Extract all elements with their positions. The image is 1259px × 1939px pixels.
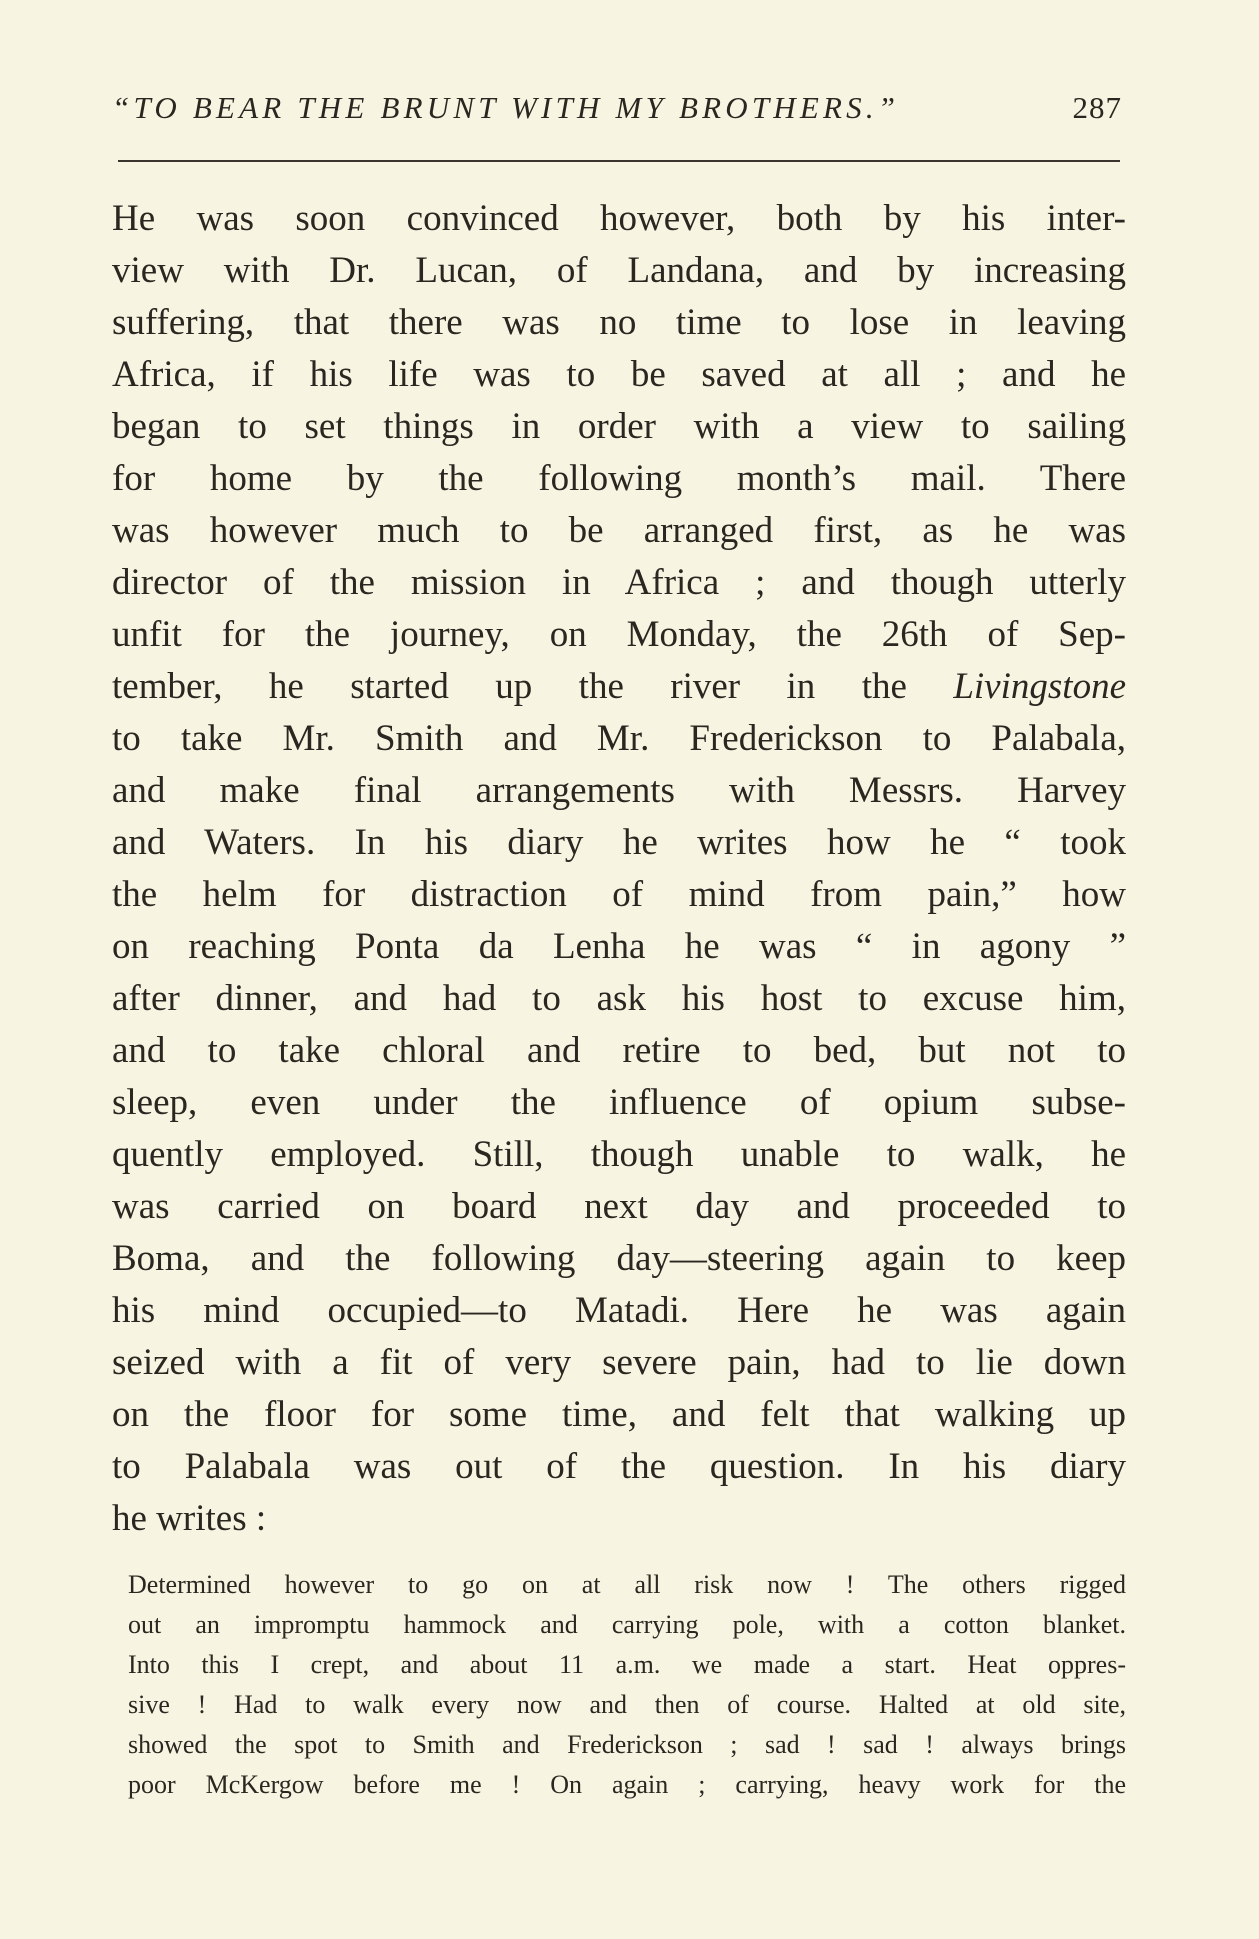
body-line: Africa, if his life was to be saved at all ; and he bbox=[112, 354, 1126, 395]
body-line: He was soon convinced however, both by his inter- bbox=[112, 198, 1126, 239]
running-title: “TO BEAR THE BRUNT WITH MY BROTHERS.” bbox=[112, 90, 900, 125]
quote-line: showed the spot to Smith and Frederickson ; sad ! sad ! always brings bbox=[128, 1730, 1126, 1759]
body-line: his mind occupied—to Matadi. Here he was again bbox=[112, 1290, 1126, 1331]
body-text bbox=[112, 193, 1126, 1545]
body-line: director of the mission in Africa ; and though utterly bbox=[112, 562, 1126, 603]
body-line: view with Dr. Lucan, of Landana, and by increasing bbox=[112, 250, 1126, 291]
quote-line: out an impromptu hammock and carrying pole, with a cotton blanket. bbox=[128, 1610, 1126, 1639]
body-line: to Palabala was out of the question. In his diary bbox=[112, 1446, 1126, 1487]
quote-line: sive ! Had to walk every now and then of course. Halted at old site, bbox=[128, 1690, 1126, 1719]
body-line: sleep, even under the influence of opium subse- bbox=[112, 1082, 1126, 1123]
body-line: seized with a fit of very severe pain, had to lie down bbox=[112, 1342, 1126, 1383]
quote-line: Into this I crept, and about 11 a.m. we made a start. Heat oppres- bbox=[128, 1650, 1126, 1679]
body-line: unfit for the journey, on Monday, the 26th of Sep- bbox=[112, 614, 1126, 655]
body-line: was however much to be arranged first, as he was bbox=[112, 510, 1126, 551]
body-line: he writes : bbox=[112, 1498, 267, 1539]
ship-name: Livingstone bbox=[953, 666, 1126, 707]
body-line: after dinner, and had to ask his host to excuse him, bbox=[112, 978, 1126, 1019]
body-line-text: tember, he started up the river in the bbox=[112, 666, 907, 707]
quote-line: poor McKergow before me ! On again ; carrying, heavy work for the bbox=[128, 1770, 1126, 1799]
body-line: for home by the following month’s mail. There bbox=[112, 458, 1126, 499]
body-line: quently employed. Still, though unable to walk, he bbox=[112, 1134, 1126, 1175]
page-number: 287 bbox=[1072, 90, 1122, 125]
body-line: on reaching Ponta da Lenha he was “ in agony ” bbox=[112, 926, 1126, 967]
body-line-with-ship-name bbox=[112, 661, 1126, 713]
body-line: to take Mr. Smith and Mr. Frederickson to Palabala, bbox=[112, 718, 1126, 759]
quote-line: Determined however to go on at all risk now ! The others rigged bbox=[128, 1570, 1126, 1599]
body-line: began to set things in order with a view to sailing bbox=[112, 406, 1126, 447]
body-line: was carried on board next day and proceeded to bbox=[112, 1186, 1126, 1227]
body-line: and Waters. In his diary he writes how he “ took bbox=[112, 822, 1126, 863]
running-head bbox=[112, 90, 1122, 140]
body-line: and to take chloral and retire to bed, but not to bbox=[112, 1030, 1126, 1071]
header-rule bbox=[118, 160, 1120, 162]
body-line: Boma, and the following day—steering again to keep bbox=[112, 1238, 1126, 1279]
body-line: suffering, that there was no time to lose in leaving bbox=[112, 302, 1126, 343]
diary-quote bbox=[128, 1565, 1126, 1805]
body-line: on the floor for some time, and felt that walking up bbox=[112, 1394, 1126, 1435]
body-line: the helm for distraction of mind from pain,” how bbox=[112, 874, 1126, 915]
body-line: and make final arrangements with Messrs. Harvey bbox=[112, 770, 1126, 811]
